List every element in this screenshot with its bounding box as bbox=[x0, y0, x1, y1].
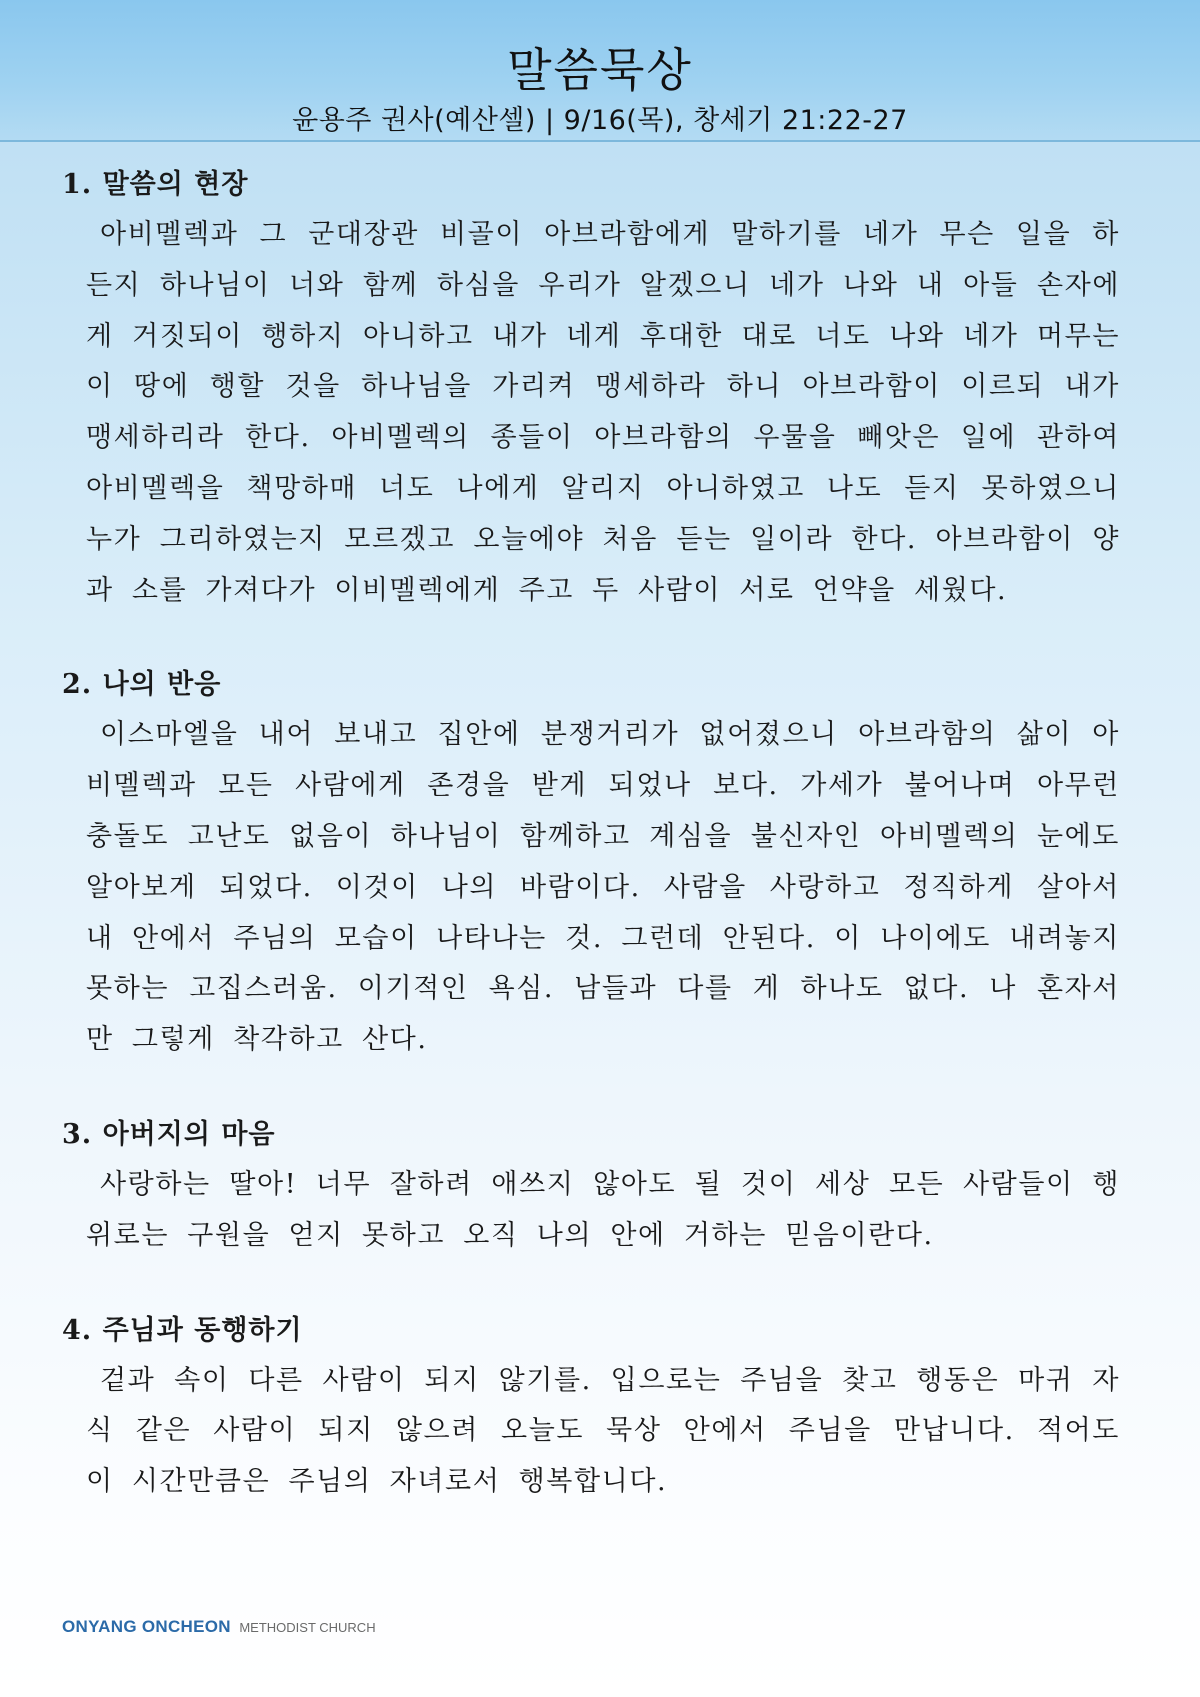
meditation-content bbox=[62, 160, 1120, 1552]
section-scripture-scene bbox=[62, 160, 1120, 616]
church-logo-subtitle: METHODIST CHURCH bbox=[239, 1620, 376, 1635]
section-walking-with-lord bbox=[62, 1306, 1120, 1508]
section-heading: 4. 주님과 동행하기 bbox=[62, 1314, 303, 1346]
page-title: 말씀묵상 bbox=[507, 43, 693, 97]
section-fathers-heart bbox=[62, 1110, 1120, 1262]
header-banner bbox=[0, 0, 1200, 142]
church-logo bbox=[62, 1617, 376, 1637]
section-heading: 2. 나의 반응 bbox=[62, 669, 222, 701]
page-subtitle: 윤용주 권사(예산셀) | 9/16(목), 창세기 21:22-27 bbox=[292, 105, 908, 136]
church-logo-name: ONYANG ONCHEON bbox=[62, 1617, 231, 1636]
section-body: 아비멜렉과 그 군대장관 비골이 아브라함에게 말하기를 네가 무슨 일을 하든지 하나님이 너와 함께 하심을 우리가 알겠으니 네가 나와 내 아들 손자에게 거짓되이 행하지 아니하고 내가 네게 후대한 대로 너도 나와 네가 머무는 이 땅에 행할 것을 하나님을 가리켜 맹세하라 하니 아브라함이 이르되 내가 맹세하리라 한다. 아비멜렉의 종들이 아브라함의 우물을 빼앗은 일에 관하여 아비멜렉을 책망하매 너도 나에게 알리지 아니하였고 나도 듣지 못하였으니 누가 그리하였는지 모르겠고 오늘에야 처음 듣는 일이라 한다. 아브라함이 양과 소를 가져다가 이비멜렉에게 주고 두 사람이 서로 언약을 세웠다. bbox=[86, 219, 1120, 606]
section-heading: 1. 말씀의 현장 bbox=[62, 169, 249, 200]
section-body: 이스마엘을 내어 보내고 집안에 분쟁거리가 없어졌으니 아브라함의 삶이 아비멜렉과 모든 사람에게 존경을 받게 되었나 보다. 가세가 불어나며 아무런 충돌도 고난도 없음이 하나님이 함께하고 계심을 불신자인 아비멜렉의 눈에도 알아보게 되었다. 이것이 나의 바람이다. 사람을 사랑하고 정직하게 살아서 내 안에서 주님의 모습이 나타나는 것. 그런데 안된다. 이 나이에도 내려놓지 못하는 고집스러움. 이기적인 욕심. 남들과 다를 게 하나도 없다. 나 혼자서만 그렇게 착각하고 산다. bbox=[86, 719, 1120, 1056]
section-my-response bbox=[62, 660, 1120, 1066]
section-heading: 3. 아버지의 마음 bbox=[62, 1118, 276, 1150]
section-body: 겉과 속이 다른 사람이 되지 않기를. 입으로는 주님을 찾고 행동은 마귀 자식 같은 사람이 되지 않으려 오늘도 묵상 안에서 주님을 만납니다. 적어도 이 시간만큼은 주님의 자녀로서 행복합니다. bbox=[86, 1364, 1120, 1498]
section-body: 사랑하는 딸아! 너무 잘하려 애쓰지 않아도 될 것이 세상 모든 사람들이 행위로는 구원을 얻지 못하고 오직 나의 안에 거하는 믿음이란다. bbox=[86, 1168, 1120, 1251]
